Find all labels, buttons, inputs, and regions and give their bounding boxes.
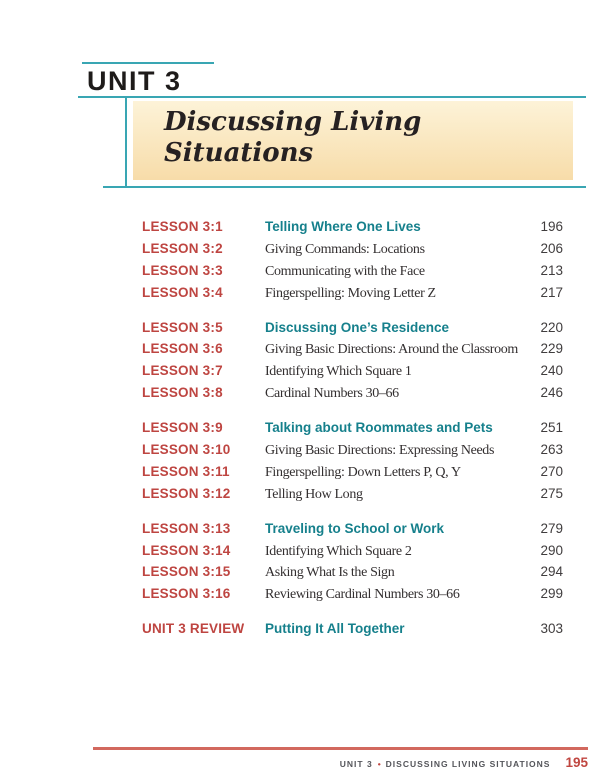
unit-title-box xyxy=(133,101,573,180)
toc-row xyxy=(142,442,563,464)
lesson-label: LESSON 3:15 xyxy=(142,564,231,580)
footer-unit: UNIT 3 xyxy=(339,759,373,769)
table-of-contents xyxy=(142,219,563,656)
unit-title-line2: Situations xyxy=(164,138,314,168)
toc-row xyxy=(142,621,563,643)
lesson-title: Telling Where One Lives xyxy=(265,219,421,234)
lesson-label: LESSON 3:10 xyxy=(142,442,231,458)
unit-title-line1: Discussing Living xyxy=(164,107,422,137)
toc-row xyxy=(142,263,563,285)
unit-label: UNIT 3 xyxy=(87,66,182,96)
lesson-title: Fingerspelling: Down Letters P, Q, Y xyxy=(265,464,461,480)
lesson-label: LESSON 3:14 xyxy=(142,542,231,558)
lesson-page-number: 240 xyxy=(540,363,563,379)
toc-row xyxy=(142,420,563,442)
lesson-page-number: 279 xyxy=(540,520,563,536)
lesson-label: LESSON 3:6 xyxy=(142,341,223,357)
unit-title xyxy=(133,101,573,169)
lesson-label: LESSON 3:5 xyxy=(142,319,223,335)
lesson-label: LESSON 3:8 xyxy=(142,385,223,401)
toc-row xyxy=(142,385,563,407)
lesson-title: Discussing One’s Residence xyxy=(265,319,450,335)
lesson-label: LESSON 3:9 xyxy=(142,420,223,436)
lesson-label: LESSON 3:2 xyxy=(142,240,223,256)
toc-row xyxy=(142,564,563,586)
footer-rule xyxy=(93,747,588,750)
lesson-page-number: 294 xyxy=(540,564,563,580)
header-rule-vertical xyxy=(125,96,127,187)
lesson-label: LESSON 3:1 xyxy=(142,219,223,234)
lesson-title: Giving Commands: Locations xyxy=(265,241,425,257)
lesson-title: Putting It All Together xyxy=(265,621,405,637)
lesson-page-number: 217 xyxy=(540,284,563,300)
lesson-title: Asking What Is the Sign xyxy=(265,565,395,581)
lesson-label: UNIT 3 REVIEW xyxy=(142,621,245,637)
lesson-page-number: 213 xyxy=(540,262,563,278)
toc-group xyxy=(142,420,563,508)
footer-bullet-icon: • xyxy=(377,759,381,769)
lesson-page-number: 270 xyxy=(540,463,563,479)
toc-row xyxy=(142,219,563,241)
lesson-title: Identifying Which Square 1 xyxy=(265,364,412,380)
lesson-label: LESSON 3:3 xyxy=(142,262,223,278)
lesson-page-number: 220 xyxy=(540,319,563,335)
lesson-page-number: 303 xyxy=(540,621,563,637)
toc-row xyxy=(142,586,563,608)
toc-row xyxy=(142,521,563,543)
lesson-page-number: 196 xyxy=(540,219,563,234)
header-rule-bottom xyxy=(103,186,586,188)
lesson-title: Identifying Which Square 2 xyxy=(265,543,412,559)
lesson-page-number: 246 xyxy=(540,385,563,401)
toc-group xyxy=(142,521,563,609)
header-rule-top xyxy=(82,62,214,64)
lesson-label: LESSON 3:4 xyxy=(142,284,223,300)
toc-row xyxy=(142,341,563,363)
toc-group xyxy=(142,621,563,643)
lesson-title: Cardinal Numbers 30–66 xyxy=(265,386,399,402)
lesson-title: Giving Basic Directions: Around the Classroom xyxy=(265,342,518,358)
lesson-title: Giving Basic Directions: Expressing Needs xyxy=(265,443,495,459)
footer xyxy=(340,755,588,770)
lesson-page-number: 290 xyxy=(540,542,563,558)
toc-row xyxy=(142,363,563,385)
footer-page-number: 195 xyxy=(565,755,588,770)
lesson-page-number: 275 xyxy=(540,485,563,501)
footer-section: DISCUSSING LIVING SITUATIONS xyxy=(385,759,551,769)
lesson-title: Communicating with the Face xyxy=(265,263,425,279)
lesson-title: Telling How Long xyxy=(265,486,363,502)
toc-row xyxy=(142,320,563,342)
lesson-page-number: 251 xyxy=(540,420,563,436)
toc-row xyxy=(142,241,563,263)
lesson-page-number: 206 xyxy=(540,240,563,256)
lesson-label: LESSON 3:13 xyxy=(142,520,231,536)
toc-group xyxy=(142,320,563,408)
lesson-page-number: 229 xyxy=(540,341,563,357)
toc-row xyxy=(142,464,563,486)
lesson-label: LESSON 3:12 xyxy=(142,485,231,501)
lesson-title: Reviewing Cardinal Numbers 30–66 xyxy=(265,587,460,603)
toc-row xyxy=(142,486,563,508)
toc-row xyxy=(142,543,563,565)
lesson-label: LESSON 3:7 xyxy=(142,363,223,379)
lesson-page-number: 299 xyxy=(540,586,563,602)
header-rule-middle xyxy=(78,96,586,98)
toc-row xyxy=(142,285,563,307)
lesson-label: LESSON 3:11 xyxy=(142,463,230,479)
lesson-page-number: 263 xyxy=(540,442,563,458)
lesson-title: Talking about Roommates and Pets xyxy=(265,420,493,436)
toc-group xyxy=(142,219,563,307)
lesson-title: Traveling to School or Work xyxy=(265,520,445,536)
lesson-label: LESSON 3:16 xyxy=(142,586,231,602)
lesson-title: Fingerspelling: Moving Letter Z xyxy=(265,285,436,301)
